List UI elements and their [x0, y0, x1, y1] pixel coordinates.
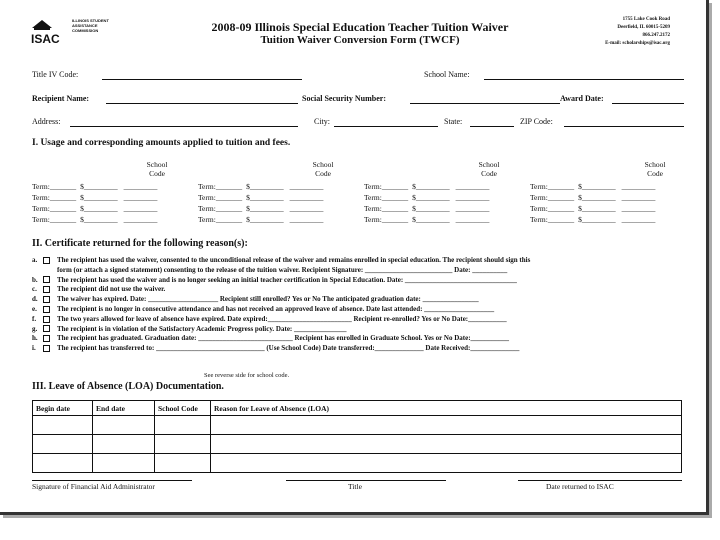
term-row: [364, 215, 489, 226]
amount-field[interactable]: _________: [249, 204, 284, 213]
term-field[interactable]: _______: [49, 204, 77, 213]
amount-field[interactable]: _________: [581, 182, 616, 191]
term-label: Term:: [32, 193, 50, 202]
reason-item: [32, 334, 509, 344]
section-1-heading: I. Usage and corresponding amounts applied to tuition and fees.: [32, 138, 291, 148]
term-label: Term:: [364, 182, 382, 191]
address-label: Address:: [32, 117, 61, 126]
school-code-header: School Code: [644, 160, 666, 178]
reason-checkbox[interactable]: [43, 306, 50, 313]
ssn-field[interactable]: [410, 103, 560, 104]
contact-address: [605, 16, 670, 48]
title-signature-label: Title: [348, 482, 362, 491]
term-row: [530, 204, 655, 215]
address-line: 866.247.2172: [642, 33, 670, 38]
term-row: [32, 182, 157, 193]
school-code-field[interactable]: _________: [289, 204, 324, 213]
school-code-field[interactable]: _________: [455, 193, 490, 202]
term-row: [32, 204, 157, 215]
term-row: [32, 193, 157, 204]
term-label: Term:: [364, 215, 382, 224]
fa-signature-label: Signature of Financial Aid Administrator: [32, 482, 155, 491]
school-code-header: School Code: [478, 160, 500, 178]
reason-text: form (or attach a signed statement) consenting to the release of the tuition waiver. Recipient Signature: _________________________ Date: __________: [57, 265, 508, 274]
reason-item: [32, 276, 517, 286]
term-field[interactable]: _______: [215, 204, 243, 213]
title-iv-label: Title IV Code:: [32, 70, 79, 79]
school-code-field[interactable]: _________: [123, 193, 158, 202]
reason-letter: a.: [32, 256, 38, 264]
term-label: Term:: [198, 182, 216, 191]
award-date-field[interactable]: [612, 103, 684, 104]
address-field[interactable]: [70, 126, 298, 127]
reason-checkbox[interactable]: [43, 286, 50, 293]
term-row: [32, 215, 157, 226]
city-label: City:: [314, 117, 331, 126]
date-returned-label: Date returned to ISAC: [546, 482, 614, 491]
school-name-field[interactable]: [484, 79, 684, 80]
school-code-field[interactable]: _________: [455, 215, 490, 224]
reason-text: The recipient did not use the waiver.: [57, 285, 166, 294]
term-row: [530, 215, 655, 226]
reason-text: The recipient is no longer in consecutive attendance and has not received an approved leave of absence. Date last attended: ____________________: [57, 305, 495, 313]
school-code-header: School Code: [312, 160, 334, 178]
term-field[interactable]: _______: [49, 193, 77, 202]
reason-text: The recipient has graduated. Graduation date: ___________________________ Recipient has enrolled in Graduate School. Yes or No Date:___________: [57, 334, 510, 343]
title-iv-field[interactable]: [102, 79, 302, 80]
dollar-label: $: [578, 204, 582, 213]
amount-field[interactable]: _________: [581, 193, 616, 202]
amount-field[interactable]: _________: [83, 182, 118, 191]
table-cell[interactable]: [211, 416, 682, 435]
dollar-label: $: [246, 204, 250, 213]
reason-letter: c.: [32, 285, 37, 294]
zip-label: ZIP Code:: [520, 117, 553, 126]
school-code-field[interactable]: _________: [621, 193, 656, 202]
dollar-label: $: [246, 215, 250, 224]
school-code-field[interactable]: _________: [123, 182, 158, 191]
term-label: Term:: [32, 182, 50, 191]
reason-checkbox[interactable]: [43, 257, 50, 264]
school-code-field[interactable]: _________: [621, 215, 656, 224]
dollar-label: $: [80, 182, 84, 191]
reason-text: The recipient is in violation of the Satisfactory Academic Progress policy. Date: _______________: [57, 324, 347, 333]
term-field[interactable]: _______: [381, 215, 409, 224]
dollar-label: $: [246, 182, 250, 191]
table-cell[interactable]: [33, 416, 93, 435]
school-code-field[interactable]: _________: [289, 182, 324, 191]
term-label: Term:: [32, 215, 50, 224]
reason-item: [32, 285, 165, 295]
dollar-label: $: [578, 215, 582, 224]
loa-table: [32, 400, 682, 473]
award-date-label: Award Date:: [560, 94, 604, 103]
logo-text: ISAC: [31, 32, 60, 46]
dollar-label: $: [412, 193, 416, 202]
reason-letter: g.: [32, 324, 38, 333]
form-subtitle: Tuition Waiver Conversion Form (TWCF): [260, 34, 460, 46]
table-cell[interactable]: [93, 435, 155, 454]
table-cell[interactable]: [155, 454, 211, 473]
reason-item: [32, 315, 507, 325]
recipient-name-label: Recipient Name:: [32, 94, 90, 103]
school-code-field[interactable]: _________: [455, 182, 490, 191]
date-returned-line[interactable]: [518, 480, 682, 481]
term-label: Term:: [530, 215, 548, 224]
term-row: [530, 182, 655, 193]
dollar-label: $: [246, 193, 250, 202]
ssn-label: Social Security Number:: [302, 94, 386, 103]
amount-field[interactable]: _________: [249, 215, 284, 224]
see-reverse-note: See reverse side for school code.: [204, 372, 290, 379]
amount-field[interactable]: _________: [581, 204, 616, 213]
term-label: Term:: [530, 204, 548, 213]
recipient-name-field[interactable]: [106, 103, 298, 104]
amount-field[interactable]: _________: [581, 215, 616, 224]
school-code-field[interactable]: _________: [123, 215, 158, 224]
reason-checkbox[interactable]: [43, 335, 50, 342]
term-field[interactable]: _______: [49, 215, 77, 224]
logo-subtitle: ILLINOIS STUDENT ASSISTANCE COMMISSION: [72, 18, 109, 33]
amount-field[interactable]: _________: [415, 204, 450, 213]
reason-letter: d.: [32, 295, 38, 304]
term-label: Term:: [198, 215, 216, 224]
school-name-label: School Name:: [424, 70, 470, 79]
term-row: [198, 182, 323, 193]
reason-checkbox[interactable]: [43, 296, 50, 303]
section-3-heading: III. Leave of Absence (LOA) Documentation.: [32, 381, 224, 392]
form-title: 2008-09 Illinois Special Education Teacher Tuition Waiver: [211, 20, 509, 34]
dollar-label: $: [412, 215, 416, 224]
school-code-field[interactable]: _________: [455, 204, 490, 213]
address-line: E-mail: scholarships@isac.org: [605, 41, 670, 46]
term-field[interactable]: _______: [547, 204, 575, 213]
term-label: Term:: [364, 193, 382, 202]
amount-field[interactable]: _________: [83, 215, 118, 224]
term-field[interactable]: _______: [381, 182, 409, 191]
fa-signature-line[interactable]: [32, 480, 192, 481]
school-code-field[interactable]: _________: [123, 204, 158, 213]
loa-col-reason: Reason for Leave of Absence (LOA): [211, 401, 682, 416]
reason-item: [32, 325, 347, 335]
address-line: 1755 Lake Cook Road: [622, 17, 670, 22]
table-cell[interactable]: [155, 416, 211, 435]
reason-checkbox[interactable]: [43, 276, 50, 283]
state-field[interactable]: [470, 126, 514, 127]
term-field[interactable]: _______: [547, 193, 575, 202]
school-code-field[interactable]: _________: [621, 204, 656, 213]
reason-letter: f.: [32, 314, 37, 323]
amount-field[interactable]: _________: [83, 204, 118, 213]
city-field[interactable]: [334, 126, 438, 127]
dollar-label: $: [412, 182, 416, 191]
loa-col-school-code: School Code: [155, 401, 211, 416]
reason-text: The recipient has used the waiver, consented to the unconditional release of the waiver and remains enrolled in special education. The recipient should sign this: [57, 256, 531, 264]
amount-field[interactable]: _________: [249, 193, 284, 202]
term-row: [198, 193, 323, 204]
school-code-field[interactable]: _________: [289, 193, 324, 202]
dollar-label: $: [578, 193, 582, 202]
dollar-label: $: [80, 204, 84, 213]
table-row: [33, 435, 682, 454]
table-cell[interactable]: [33, 454, 93, 473]
section-2-heading: II. Certificate returned for the following reason(s):: [32, 238, 248, 249]
title-line[interactable]: [286, 480, 446, 481]
amount-field[interactable]: _________: [415, 215, 450, 224]
reason-text: The recipient has used the waiver and is no longer seeking an initial teacher certification in Special Education. Date: ________________________________: [57, 275, 517, 284]
loa-header-row: [33, 401, 682, 416]
reason-checkbox[interactable]: [43, 345, 50, 352]
term-field[interactable]: _______: [547, 215, 575, 224]
term-row: [530, 193, 655, 204]
term-field[interactable]: _______: [215, 193, 243, 202]
dollar-label: $: [80, 215, 84, 224]
loa-col-begin-date: Begin date: [33, 401, 93, 416]
dollar-label: $: [412, 204, 416, 213]
term-label: Term:: [32, 204, 50, 213]
term-label: Term:: [364, 204, 382, 213]
reason-letter: h.: [32, 334, 38, 343]
term-row: [364, 182, 489, 193]
reason-checkbox[interactable]: [43, 316, 50, 323]
reason-text: The waiver has expired. Date: ____________________ Recipient still enrolled? Yes or No The anticipated graduation date: ________________: [57, 295, 479, 304]
term-label: Term:: [198, 193, 216, 202]
table-cell[interactable]: [211, 454, 682, 473]
table-row: [33, 416, 682, 435]
term-field[interactable]: _______: [381, 204, 409, 213]
term-label: Term:: [530, 182, 548, 191]
reason-item: [32, 295, 479, 305]
reason-item: [32, 266, 507, 276]
reason-item: [32, 344, 519, 354]
table-cell[interactable]: [211, 435, 682, 454]
amount-field[interactable]: _________: [415, 182, 450, 191]
dollar-label: $: [80, 193, 84, 202]
zip-field[interactable]: [564, 126, 684, 127]
school-code-header: School Code: [146, 160, 168, 178]
address-line: Deerfield, IL 60015-5209: [617, 25, 670, 30]
term-row: [198, 204, 323, 215]
term-row: [364, 204, 489, 215]
term-field[interactable]: _______: [215, 215, 243, 224]
state-label: State:: [444, 117, 463, 126]
loa-col-end-date: End date: [93, 401, 155, 416]
table-row: [33, 454, 682, 473]
term-field[interactable]: _______: [49, 182, 77, 191]
reason-letter: e.: [32, 305, 37, 313]
amount-field[interactable]: _________: [249, 182, 284, 191]
table-cell[interactable]: [93, 416, 155, 435]
term-field[interactable]: _______: [381, 193, 409, 202]
term-row: [364, 193, 489, 204]
amount-field[interactable]: _________: [83, 193, 118, 202]
reason-checkbox[interactable]: [43, 325, 50, 332]
term-label: Term:: [530, 193, 548, 202]
table-cell[interactable]: [93, 454, 155, 473]
table-cell[interactable]: [33, 435, 93, 454]
school-code-field[interactable]: _________: [289, 215, 324, 224]
term-row: [198, 215, 323, 226]
school-code-field[interactable]: _________: [621, 182, 656, 191]
term-field[interactable]: _______: [215, 182, 243, 191]
reason-letter: i.: [32, 344, 36, 353]
reason-item: [32, 256, 530, 266]
amount-field[interactable]: _________: [415, 193, 450, 202]
table-cell[interactable]: [155, 435, 211, 454]
reason-text: The recipient has transferred to: _______________________________ (Use School Code) Date transferred:______________ Date Received:______________: [57, 344, 520, 353]
reason-text: The two years allowed for leave of absence have expired. Date expired:________________________ Recipient re-enrolled? Yes or No Date:___________: [57, 314, 507, 323]
term-label: Term:: [198, 204, 216, 213]
reason-letter: b.: [32, 275, 38, 284]
reason-item: [32, 305, 494, 315]
term-field[interactable]: _______: [547, 182, 575, 191]
dollar-label: $: [578, 182, 582, 191]
